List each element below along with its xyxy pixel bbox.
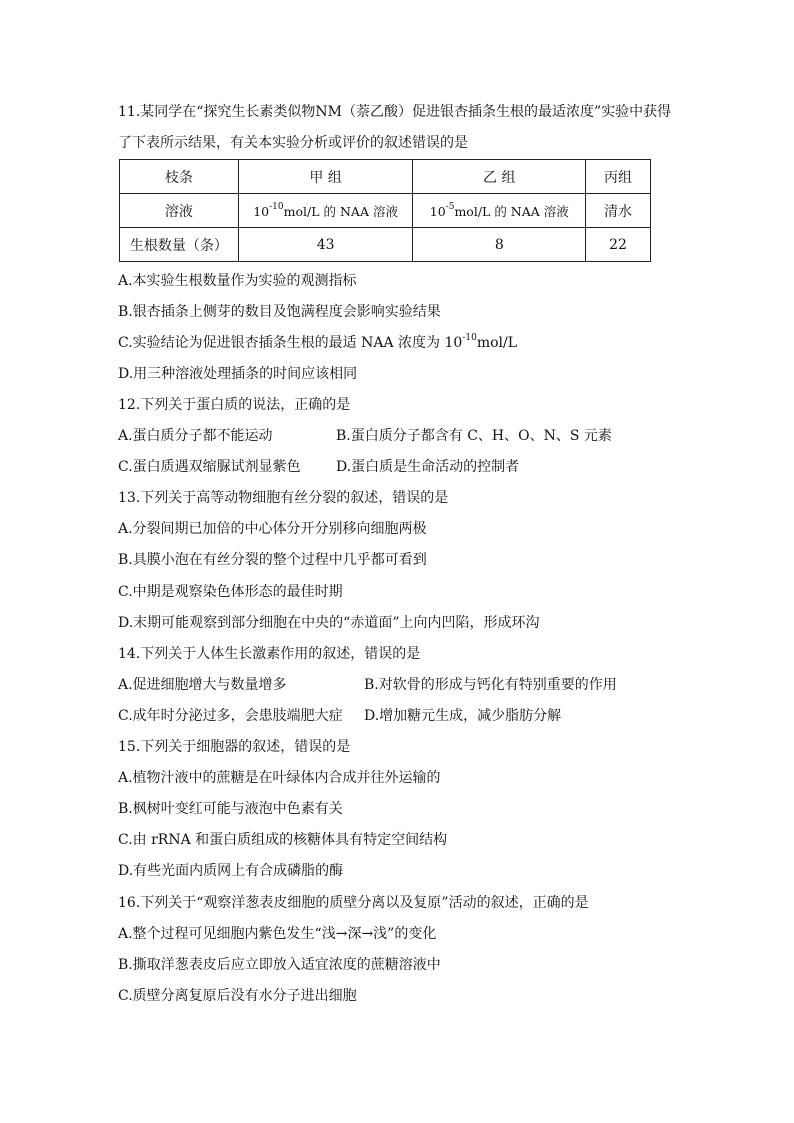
table-header-cell: 甲 组 <box>238 160 413 194</box>
q11-stem-line1: 11.某同学在“探究生长素类似物NM（萘乙酸）促进银杏插条生根的最适浓度”实验中获得 <box>118 104 672 120</box>
q11-stem-line2: 了下表所示结果，有关本实验分析或评价的叙述错误的是 <box>118 135 468 151</box>
q16-stem: 16.下列关于“观察洋葱表皮细胞的质壁分离以及复原”活动的叙述，正确的是 <box>118 895 589 911</box>
q14-option-a: A.促进细胞增大与数量增多 <box>118 677 287 693</box>
q16-option-c: C.质壁分离复原后没有水分子进出细胞 <box>118 988 357 1004</box>
q11-option-c: C.实验结论为促进银杏插条生根的最适 NAA 浓度为 $10^{-10}mol/L$ <box>118 333 518 351</box>
table-cell-label: 溶液 <box>120 194 239 228</box>
table-cell-yi-solution: $10^{-5}mol/L$ 的 NAA 溶液 <box>413 194 586 228</box>
q13-option-b: B.具膜小泡在有丝分裂的整个过程中几乎都可看到 <box>118 552 427 568</box>
q13-stem: 13.下列关于高等动物细胞有丝分裂的叙述，错误的是 <box>118 490 449 506</box>
q13-option-d: D.末期可能观察到部分细胞在中央的“赤道面”上向内凹陷，形成环沟 <box>118 615 540 631</box>
q15-option-d: D.有些光面内质网上有合成磷脂的酶 <box>118 863 344 879</box>
q12-option-c: C.蛋白质遇双缩脲试剂显紫色 <box>118 459 301 475</box>
q14-option-b: B.对软骨的形成与钙化有特别重要的作用 <box>364 677 617 693</box>
table-cell-jia-solution: $10^{-10}mol/L$ 的 NAA 溶液 <box>238 194 413 228</box>
table-cell-value: 8 <box>413 228 586 262</box>
q15-option-a: A.植物汁液中的蔗糖是在叶绿体内合成并往外运输的 <box>118 770 441 786</box>
table-cell-value: 43 <box>238 228 413 262</box>
q14-option-c: C.成年时分泌过多，会患肢端肥大症 <box>118 708 343 724</box>
table-header-row <box>120 160 651 194</box>
q11-option-a: A.本实验生根数量作为实验的观测指标 <box>118 273 357 289</box>
table-header-cell: 枝条 <box>120 160 239 194</box>
q12-option-a: A.蛋白质分子都不能运动 <box>118 428 273 444</box>
q12-stem: 12.下列关于蛋白质的说法，正确的是 <box>118 397 351 413</box>
q11-results-table <box>119 159 651 262</box>
table-row <box>120 194 651 228</box>
table-cell-value: 22 <box>586 228 651 262</box>
q15-option-b: B.枫树叶变红可能与液泡中色素有关 <box>118 801 343 817</box>
q13-option-a: A.分裂间期已加倍的中心体分开分别移向细胞两极 <box>118 521 427 537</box>
q16-option-b: B.撕取洋葱表皮后应立即放入适宜浓度的蔗糖溶液中 <box>118 957 441 973</box>
q14-stem: 14.下列关于人体生长激素作用的叙述，错误的是 <box>118 646 421 662</box>
q12-option-b: B.蛋白质分子都含有 C、H、O、N、S 元素 <box>336 428 612 444</box>
q16-option-a: A.整个过程可见细胞内紫色发生“浅→深→浅”的变化 <box>118 926 437 942</box>
q14-option-d: D.增加糖元生成，减少脂肪分解 <box>364 708 562 724</box>
q15-stem: 15.下列关于细胞器的叙述，错误的是 <box>118 739 351 755</box>
table-row <box>120 228 651 262</box>
table-header-cell: 丙组 <box>586 160 651 194</box>
table-cell-bing-solution: 清水 <box>586 194 651 228</box>
q13-option-c: C.中期是观察染色体形态的最佳时期 <box>118 584 343 600</box>
q15-option-c: C.由 rRNA 和蛋白质组成的核糖体具有特定空间结构 <box>118 832 448 848</box>
table-cell-label: 生根数量（条） <box>120 228 239 262</box>
table-header-cell: 乙 组 <box>413 160 586 194</box>
q11-option-d: D.用三种溶液处理插条的时间应该相同 <box>118 366 358 382</box>
q11-option-b: B.银杏插条上侧芽的数目及饱满程度会影响实验结果 <box>118 304 441 320</box>
q12-option-d: D.蛋白质是生命活动的控制者 <box>336 459 520 475</box>
